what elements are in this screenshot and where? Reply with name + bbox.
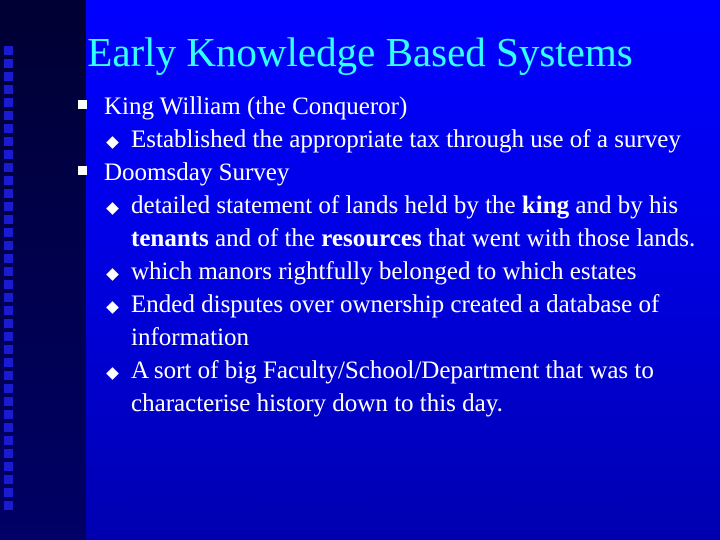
decorative-square bbox=[4, 501, 13, 510]
bullet-king-william bbox=[76, 90, 706, 123]
decorative-square bbox=[4, 254, 13, 263]
decorative-square bbox=[4, 176, 13, 185]
bold-resources: resources bbox=[321, 225, 422, 252]
diamond-bullet-icon bbox=[106, 367, 119, 380]
decorative-square bbox=[4, 345, 13, 354]
sub-bullet-faculty bbox=[76, 354, 706, 420]
decorative-square bbox=[4, 410, 13, 419]
bullet-text: King William (the Conqueror) bbox=[104, 93, 408, 120]
sub-bullet-text: which manors rightfully belonged to which estates bbox=[131, 258, 637, 285]
decorative-square bbox=[4, 397, 13, 406]
decorative-square bbox=[4, 85, 13, 94]
decorative-square bbox=[4, 241, 13, 250]
decorative-square bbox=[4, 449, 13, 458]
bullet-doomsday-survey bbox=[76, 156, 706, 189]
decorative-square bbox=[4, 358, 13, 367]
sub-bullet-manors bbox=[76, 255, 706, 288]
decorative-square bbox=[4, 462, 13, 471]
decorative-square bbox=[4, 332, 13, 341]
slide-title: Early Knowledge Based Systems bbox=[87, 29, 633, 75]
sub-bullet-text: detailed statement of lands held by the king and by his tenants and of the resources that went with those lands. bbox=[131, 192, 696, 252]
decorative-square bbox=[4, 111, 13, 120]
sub-bullet-disputes bbox=[76, 288, 706, 354]
left-decorative-band bbox=[0, 0, 86, 540]
decorative-square bbox=[4, 280, 13, 289]
diamond-bullet-icon bbox=[106, 301, 119, 314]
diamond-bullet-icon bbox=[106, 136, 119, 149]
diamond-bullet-icon bbox=[106, 268, 119, 281]
square-column-decoration bbox=[4, 46, 16, 514]
decorative-square bbox=[4, 137, 13, 146]
bold-tenants: tenants bbox=[131, 225, 209, 252]
decorative-square bbox=[4, 189, 13, 198]
sub-bullet-text: Established the appropriate tax through use of a survey bbox=[131, 126, 681, 153]
sub-bullet-tax bbox=[76, 123, 706, 156]
decorative-square bbox=[4, 124, 13, 133]
decorative-square bbox=[4, 98, 13, 107]
decorative-square bbox=[4, 293, 13, 302]
square-bullet-icon bbox=[78, 166, 87, 175]
decorative-square bbox=[4, 267, 13, 276]
decorative-square bbox=[4, 319, 13, 328]
decorative-square bbox=[4, 423, 13, 432]
decorative-square bbox=[4, 475, 13, 484]
decorative-square bbox=[4, 150, 13, 159]
decorative-square bbox=[4, 488, 13, 497]
square-bullet-icon bbox=[78, 100, 87, 109]
sub-bullet-text: Ended disputes over ownership created a database of information bbox=[131, 291, 660, 351]
sub-bullet-detailed-statement bbox=[76, 189, 706, 255]
slide-body bbox=[76, 90, 706, 420]
diamond-bullet-icon bbox=[106, 202, 119, 215]
decorative-square bbox=[4, 228, 13, 237]
bullet-text: Doomsday Survey bbox=[104, 159, 290, 186]
bold-king: king bbox=[521, 192, 570, 219]
decorative-square bbox=[4, 436, 13, 445]
decorative-square bbox=[4, 215, 13, 224]
decorative-square bbox=[4, 371, 13, 380]
decorative-square bbox=[4, 163, 13, 172]
decorative-square bbox=[4, 384, 13, 393]
decorative-square bbox=[4, 306, 13, 315]
decorative-square bbox=[4, 202, 13, 211]
sub-bullet-text: A sort of big Faculty/School/Department that was to characterise history down to this day. bbox=[131, 357, 654, 417]
